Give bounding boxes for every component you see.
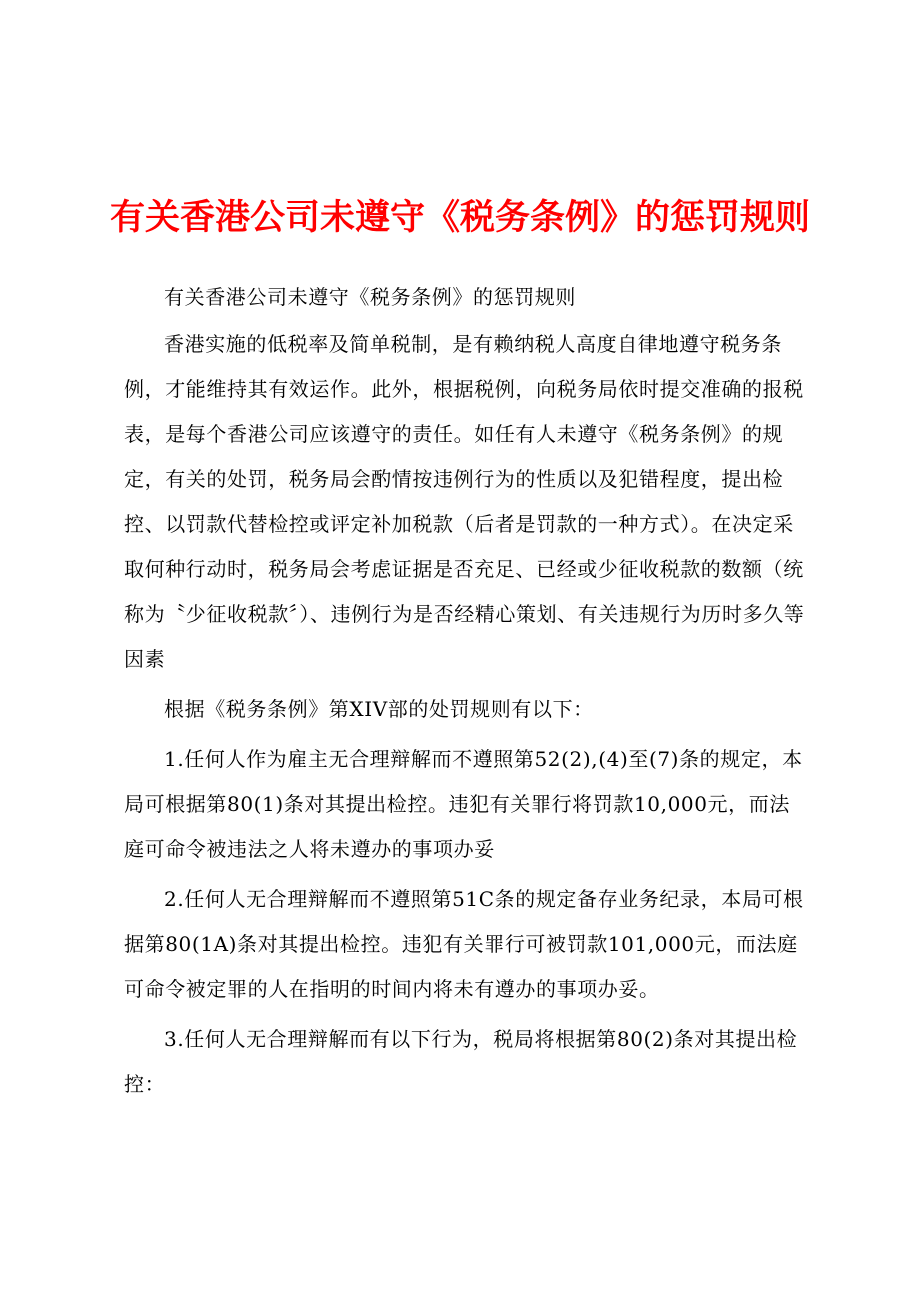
paragraph-intro: 香港实施的低税率及简单税制，是有赖纳税人高度自律地遵守税务条例，才能维持其有效运作。此外，根据税例，向税务局依时提交准确的报税表，是每个香港公司应该遵守的责任。如任有人未遵守《税务条例》的规定，有关的处罚，税务局会酌情按违例行为的性质以及犯错程度，提出检控、以罚款代替检控或评定补加税款（后者是罚款的一种方式）。在决定采取何种行动时，税务局会考虑证据是否充足、已经或少征收税款的数额（统称为〝少征收税款〞）、违例行为是否经精心策划、有关违规行为历时多久等因素 xyxy=(124,332,805,671)
document-body xyxy=(124,276,810,1112)
paragraph-rule-3: 3.任何人无合理辩解而有以下行为，税局将根据第80(2)条对其提出检控： xyxy=(124,1027,798,1096)
document-title: 有关香港公司未遵守《税务条例》的惩罚规则 xyxy=(109,197,810,238)
paragraph-subtitle: 有关香港公司未遵守《税务条例》的惩罚规则 xyxy=(164,285,576,309)
paragraph-rules-heading: 根据《税务条例》第XIV部的处罚规则有以下： xyxy=(164,697,594,721)
paragraph-rule-1: 1.任何人作为雇主无合理辩解而不遵照第52(2),(4)至(7)条的规定，本局可根据第80(1)条对其提出检控。违犯有关罪行将罚款10,000元，而法庭可命令被违法之人将未遵办的事项办妥 xyxy=(124,747,803,861)
paragraph-rule-2: 2.任何人无合理辩解而不遵照第51C条的规定备存业务纪录，本局可根据第80(1A)条对其提出检控。违犯有关罪行可被罚款101,000元，而法庭可命令被定罪的人在指明的时间内将未有遵办的事项办妥。 xyxy=(124,887,804,1001)
